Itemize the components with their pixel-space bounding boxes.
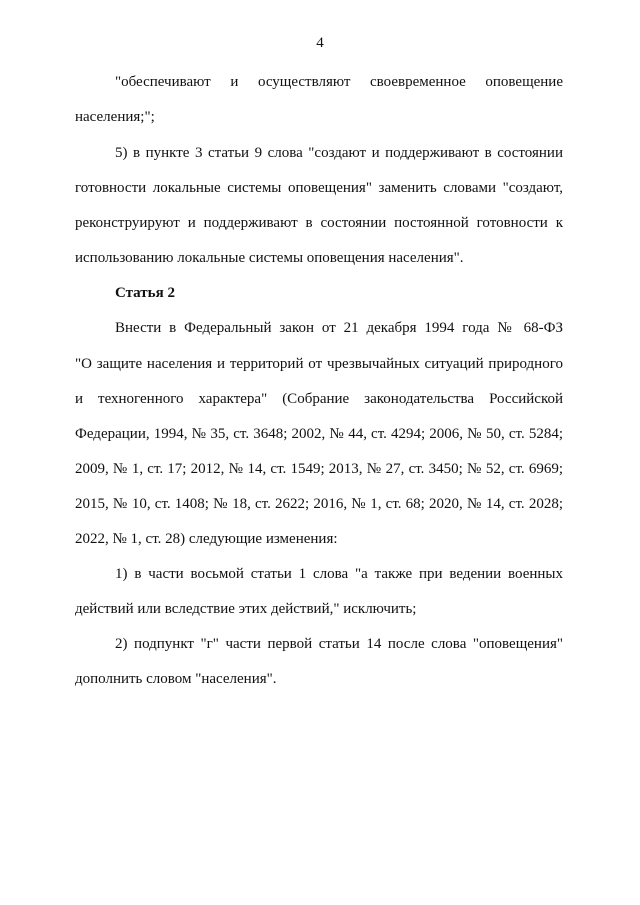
text-line: действий или вследствие этих действий," исключить; (75, 601, 417, 617)
article-heading: Статья 2 (115, 285, 175, 301)
text-line: реконструируют и поддерживают в состоянии постоянной готовности к (75, 215, 563, 231)
text-line: "О защите населения и территорий от чрезвычайных ситуаций природного (75, 356, 563, 372)
text-line: Федерации, 1994, № 35, ст. 3648; 2002, № 44, ст. 4294; 2006, № 50, ст. 5284; (75, 426, 563, 442)
text-line: 5) в пункте 3 статьи 9 слова "создают и поддерживают в состоянии (115, 145, 563, 161)
text-line: и техногенного характера" (Собрание законодательства Российской (75, 391, 563, 407)
text-line: 2009, № 1, ст. 17; 2012, № 14, ст. 1549; 2013, № 27, ст. 3450; № 52, ст. 6969; (75, 461, 563, 477)
text-line: 2015, № 10, ст. 1408; № 18, ст. 2622; 2016, № 1, ст. 68; 2020, № 14, ст. 2028; (75, 496, 563, 512)
page-number: 4 (316, 35, 324, 51)
text-line: "обеспечивают и осуществляют своевременное оповещение (115, 74, 563, 90)
text-line: 2022, № 1, ст. 28) следующие изменения: (75, 531, 338, 547)
text-line: Внести в Федеральный закон от 21 декабря 1994 года № 68-ФЗ (115, 320, 563, 336)
text-line: использованию локальные системы оповещения населения". (75, 250, 464, 266)
text-line: 2) подпункт "г" части первой статьи 14 после слова "оповещения" (115, 636, 563, 652)
text-line: готовности локальные системы оповещения" заменить словами "создают, (75, 180, 563, 196)
text-line: 1) в части восьмой статьи 1 слова "а также при ведении военных (115, 566, 563, 582)
text-line: населения;"; (75, 109, 155, 125)
text-line: дополнить словом "населения". (75, 671, 277, 687)
